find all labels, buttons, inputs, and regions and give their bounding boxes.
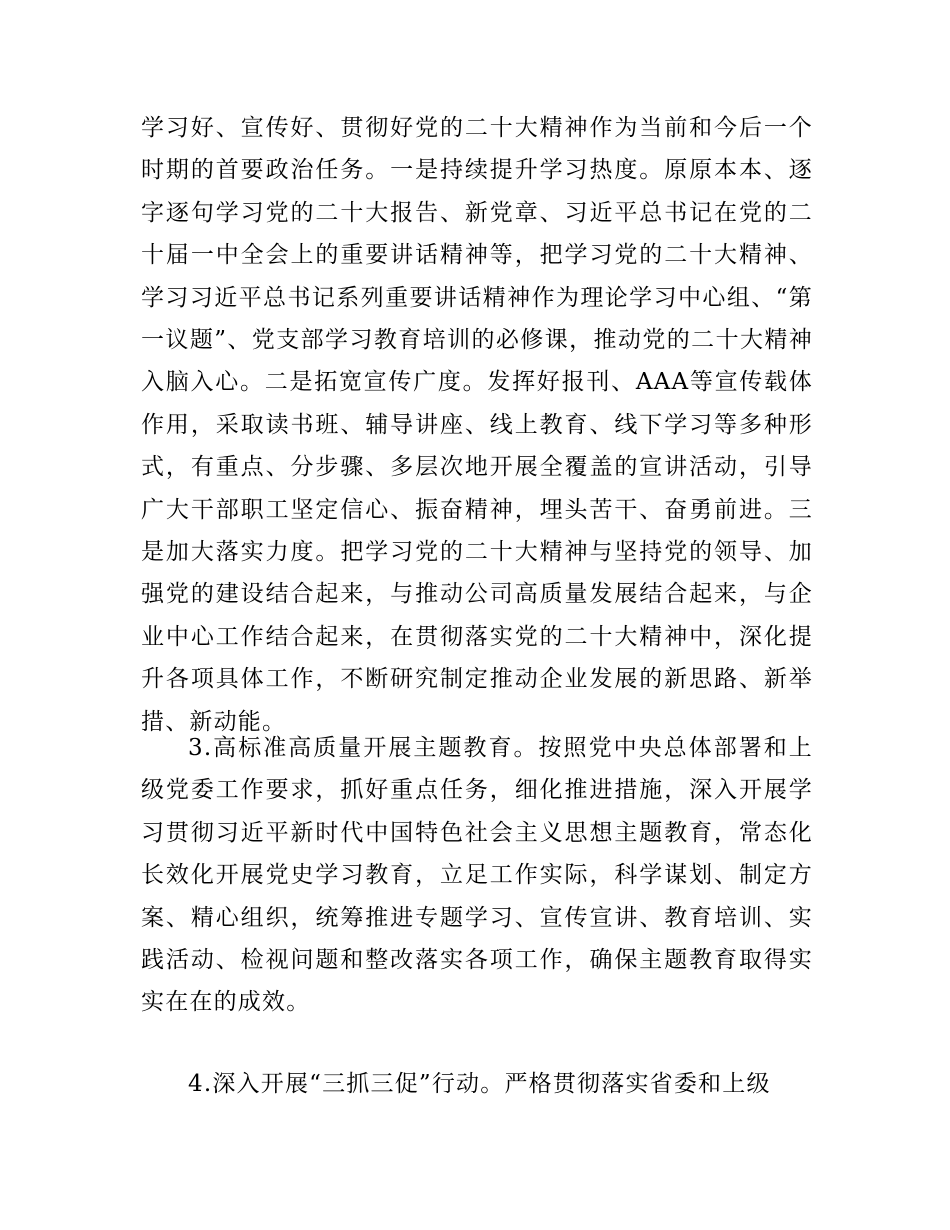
paragraph-item-4: 4.深入开展“三抓三促”行动。严格贯彻落实省委和上级	[188, 1071, 771, 1097]
paragraph-item-3: 3.高标准高质量开展主题教育。按照党中央总体部署和上级党委工作要求，抓好重点任务，细化推进措施，深入开展学习贯彻习近平新时代中国特色社会主义思想主题教育，常态化长效化开展党史学习教育，立足工作实际，科学谋划、制定方案、精心组织，统筹推进专题学习、宣传宣讲、教育培训、实践活动、检视问题和整改落实各项工作，确保主题教育取得实实在在的成效。	[141, 735, 813, 1016]
paragraph-continuation: 学习好、宣传好、贯彻好党的二十大精神作为当前和今后一个时期的首要政治任务。一是持续提升学习热度。原原本本、逐字逐句学习党的二十大报告、新党章、习近平总书记在党的二十届一中全会上的重要讲话精神等，把学习党的二十大精神、学习习近平总书记系列重要讲话精神作为理论学习中心组、“第一议题”、党支部学习教育培训的必修课，推动党的二十大精神入脑入心。二是拓宽宣传广度。发挥好报刊、AAA等宣传载体作用，采取读书班、辅导讲座、线上教育、线下学习等多种形式，有重点、分步骤、多层次地开展全覆盖的宣讲活动，引导广大干部职工坚定信心、振奋精神，埋头苦干、奋勇前进。三是加大落实力度。把学习党的二十大精神与坚持党的领导、加强党的建设结合起来，与推动公司高质量发展结合起来，与企业中心工作结合起来，在贯彻落实党的二十大精神中，深化提升各项具体工作，不断研究制定推动企业发展的新思路、新举措、新动能。	[141, 115, 813, 735]
